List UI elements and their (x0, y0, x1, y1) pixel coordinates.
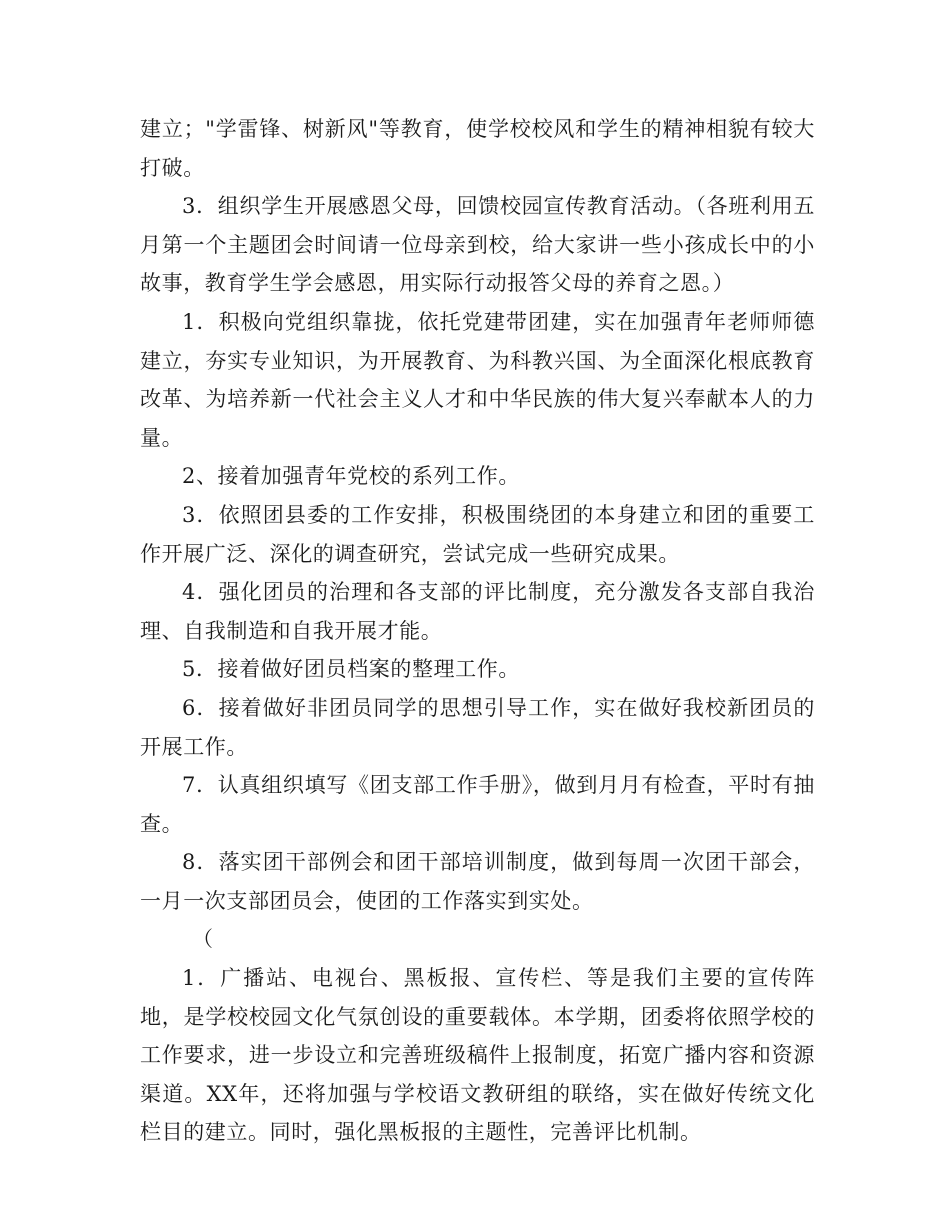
paragraph-item-6-guidance: 6．接着做好非团员同学的思想引导工作，实在做好我校新团员的开展工作。 (140, 695, 815, 759)
paragraph-item-8-meetings: 8．落实团干部例会和团干部培训制度，做到每周一次团干部会，一月一次支部团员会，使团的工作落实到实处。 (140, 850, 815, 913)
paragraph-item-1-broadcast: 1．广播站、电视台、黑板报、宣传栏、等是我们主要的宣传阵地，是学校校园文化气氛创设的重要载体。本学期，团委将依照学校的工作要求，进一步设立和完善班级稿件上报制度，拓宽广播内容和资源渠道。XX年，还将加强与学校语文教研组的联络，实在做好传统文化栏目的建立。同时，强化黑板报的主题性，完善评比机制。 (140, 966, 815, 1145)
paragraph-item-7-handbook: 7．认真组织填写《团支部工作手册》，做到月月有检查，平时有抽查。 (140, 773, 815, 836)
document-body (140, 110, 815, 1152)
paragraph-item-1-party: 1．积极向党组织靠拢，依托党建带团建，实在加强青年老师师德建立，夯实专业知识，为开展教育、为科教兴国、为全面深化根底教育改革、为培养新一代社会主义人才和中华民族的伟大复兴奉献本人的力量。 (140, 309, 815, 450)
paragraph-item-4-management: 4．强化团员的治理和各支部的评比制度，充分激发各支部自我治理、自我制造和自我开展才能。 (140, 580, 815, 643)
paragraph-open-paren: （ (192, 927, 214, 952)
paragraph-item-5-archives: 5．接着做好团员档案的整理工作。 (182, 657, 520, 682)
paragraph-item-3-gratitude: 3．组织学生开展感恩父母，回馈校园宣传教育活动。（各班利用五月第一个主题团会时间请一位母亲到校，给大家讲一些小孩成长中的小故事，教育学生学会感恩，用实际行动报答父母的养育之恩。） (140, 194, 815, 296)
paragraph-continuation: 建立；"学雷锋、树新风"等教育，使学校校风和学生的精神相貌有较大打破。 (140, 117, 815, 180)
paragraph-item-2-party-school: 2、接着加强青年党校的系列工作。 (182, 464, 520, 489)
paragraph-item-3-research: 3．依照团县委的工作安排，积极围绕团的本身建立和团的重要工作开展广泛、深化的调查研究，尝试完成一些研究成果。 (140, 502, 815, 566)
